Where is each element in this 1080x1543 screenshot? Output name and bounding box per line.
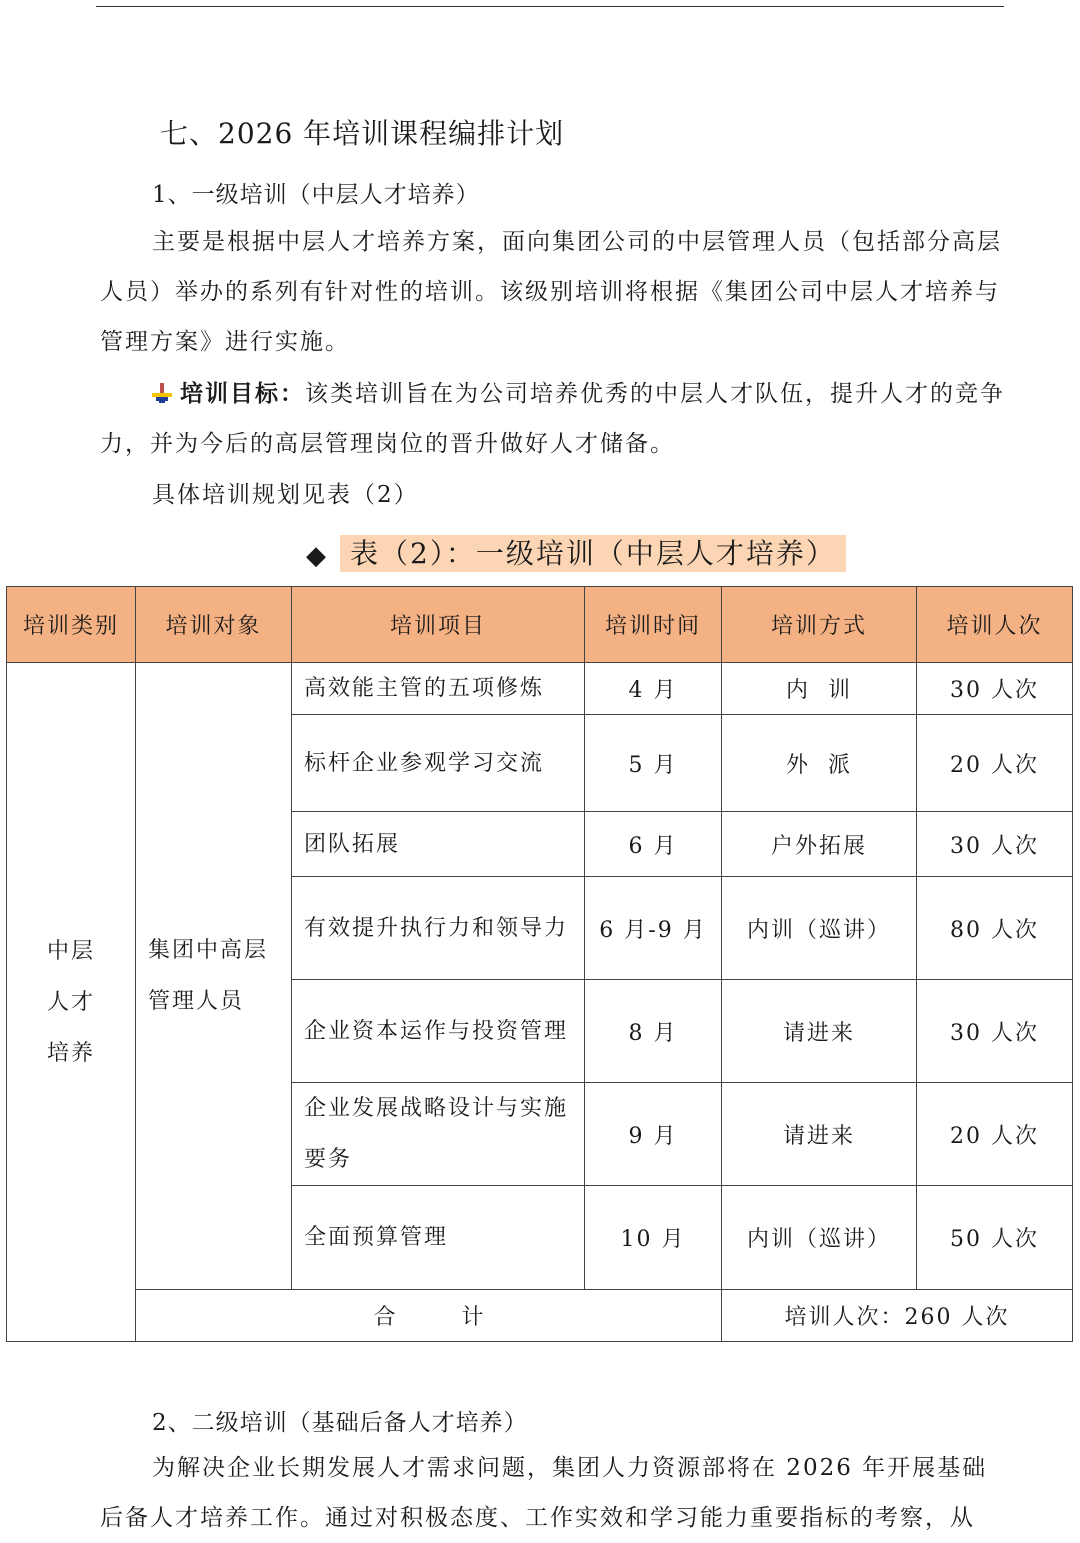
- goal-label: 培训目标：: [180, 380, 305, 407]
- time-cell: 8 月: [585, 980, 722, 1083]
- section-title: 七、2026 年培训课程编排计划: [160, 117, 565, 150]
- table-total-row: [7, 1290, 1073, 1342]
- sub2-intro-text: 为解决企业长期发展人才需求问题，集团人力资源部将在 2026 年开展基础后备人才培养工作。通过对积极态度、工作实效和学习能力重要指标的考察，从: [100, 1455, 988, 1531]
- time-cell: 9 月: [585, 1083, 722, 1186]
- time-cell: 4 月: [585, 663, 722, 715]
- project-cell: 企业资本运作与投资管理: [292, 980, 585, 1083]
- intro-text: 主要是根据中层人才培养方案，面向集团公司的中层管理人员（包括部分高层人员）举办的系列有针对性的培训。该级别培训将根据《集团公司中层人才培养与管理方案》进行实施。: [100, 229, 1002, 355]
- header-category: 培训类别: [7, 587, 136, 663]
- time-cell: 10 月: [585, 1186, 722, 1290]
- header-count: 培训人次: [917, 587, 1073, 663]
- header-method: 培训方式: [722, 587, 917, 663]
- project-cell: 高效能主管的五项修炼: [292, 663, 585, 715]
- goal-paragraph: [100, 369, 1005, 469]
- time-cell: 6 月: [585, 812, 722, 877]
- intro-paragraph: [100, 217, 1005, 367]
- table-header-row: [7, 587, 1073, 663]
- project-cell: 标杆企业参观学习交流: [292, 715, 585, 812]
- method-cell: 内训（巡讲）: [722, 1186, 917, 1290]
- count-cell: 30 人次: [917, 663, 1073, 715]
- count-cell: 50 人次: [917, 1186, 1073, 1290]
- time-cell: 6 月-9 月: [585, 877, 722, 980]
- count-cell: 30 人次: [917, 812, 1073, 877]
- table-caption-text: 表（2）：一级培训（中层人才培养）: [340, 535, 846, 572]
- header-rule: [96, 6, 1004, 7]
- method-cell: 外 派: [722, 715, 917, 812]
- method-cell: 请进来: [722, 1083, 917, 1186]
- category-cell: 中层人才培养: [7, 663, 136, 1342]
- sub2-intro-paragraph: [100, 1443, 1005, 1543]
- count-cell: 30 人次: [917, 980, 1073, 1083]
- training-plan-table: [6, 586, 1073, 1342]
- goal-text: 该类培训旨在为公司培养优秀的中层人才队伍，提升人才的竞争力，并为今后的高层管理岗位的晋升做好人才储备。: [100, 381, 1005, 457]
- arrow-bullet-icon: [152, 383, 172, 403]
- project-cell: 有效提升执行力和领导力: [292, 877, 585, 980]
- total-label: 合 计: [136, 1290, 722, 1342]
- total-value: 培训人次：260 人次: [722, 1290, 1073, 1342]
- project-cell: 企业发展战略设计与实施要务: [292, 1083, 585, 1186]
- time-cell: 5 月: [585, 715, 722, 812]
- count-cell: 20 人次: [917, 1083, 1073, 1186]
- subsection-title-2: 2、二级培训（基础后备人才培养）: [152, 1410, 528, 1436]
- table-row: [7, 663, 1073, 715]
- header-time: 培训时间: [585, 587, 722, 663]
- header-project: 培训项目: [292, 587, 585, 663]
- project-cell: 团队拓展: [292, 812, 585, 877]
- header-target: 培训对象: [136, 587, 292, 663]
- project-cell: 全面预算管理: [292, 1186, 585, 1290]
- diamond-icon: ◆: [306, 540, 326, 571]
- see-table-paragraph: [100, 470, 1005, 520]
- target-cell: 集团中高层管理人员: [136, 663, 292, 1290]
- count-cell: 20 人次: [917, 715, 1073, 812]
- table-caption: [306, 532, 846, 578]
- see-table-text: 具体培训规划见表（2）: [152, 482, 419, 508]
- method-cell: 内训（巡讲）: [722, 877, 917, 980]
- method-cell: 户外拓展: [722, 812, 917, 877]
- subsection-title-1: 1、一级培训（中层人才培养）: [152, 182, 480, 208]
- method-cell: 请进来: [722, 980, 917, 1083]
- method-cell: 内 训: [722, 663, 917, 715]
- count-cell: 80 人次: [917, 877, 1073, 980]
